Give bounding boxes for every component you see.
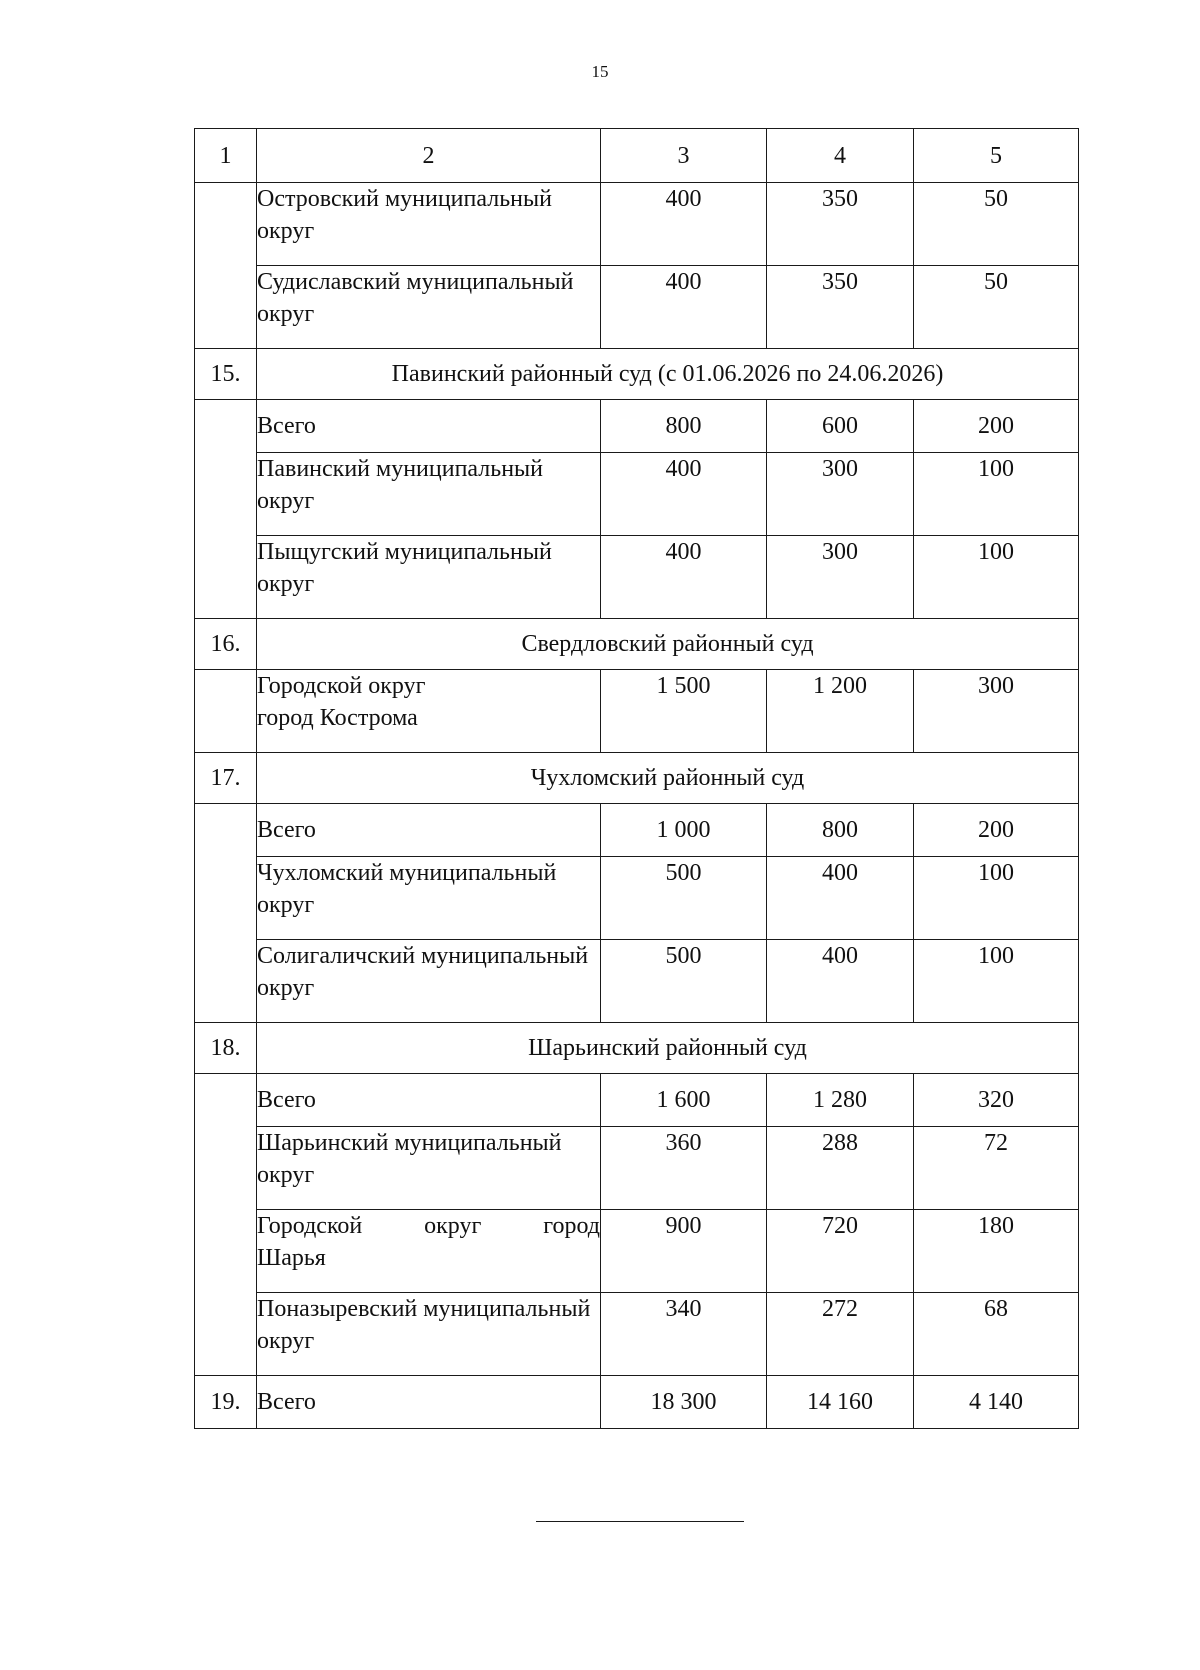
column-number-2: 2 [257, 129, 601, 183]
section-index: 19. [195, 1376, 257, 1429]
court-section-row [195, 349, 1079, 400]
table-row [195, 266, 1079, 349]
row-name: Поназыревский муниципальный округ [257, 1293, 601, 1376]
index-cell-empty [195, 670, 257, 753]
value-col5: 68 [914, 1293, 1079, 1376]
row-name-line-2: город Кострома [257, 705, 418, 731]
value-col3: 500 [601, 940, 767, 1023]
column-number-1: 1 [195, 129, 257, 183]
value-col3: 400 [601, 453, 767, 536]
value-col3: 18 300 [601, 1376, 767, 1429]
value-col3: 800 [601, 400, 767, 453]
closing-divider-line [536, 1521, 744, 1522]
table-row [195, 940, 1079, 1023]
value-col5: 200 [914, 400, 1079, 453]
value-col5: 200 [914, 804, 1079, 857]
value-col3: 900 [601, 1210, 767, 1293]
value-col4: 272 [767, 1293, 914, 1376]
value-col5: 4 140 [914, 1376, 1079, 1429]
value-col5: 50 [914, 266, 1079, 349]
court-title: Чухломский районный суд [257, 753, 1079, 804]
value-col4: 288 [767, 1127, 914, 1210]
value-col5: 100 [914, 536, 1079, 619]
table-row [195, 1074, 1079, 1127]
column-number-4: 4 [767, 129, 914, 183]
row-name: Чухломский муниципальный округ [257, 857, 601, 940]
court-title: Шарьинский районный суд [257, 1023, 1079, 1074]
value-col3: 400 [601, 266, 767, 349]
value-col5: 72 [914, 1127, 1079, 1210]
row-name: Всего [257, 1376, 601, 1429]
value-col5: 300 [914, 670, 1079, 753]
index-cell-empty [195, 804, 257, 1023]
court-title: Павинский районный суд (с 01.06.2026 по 24.06.2026) [257, 349, 1079, 400]
table-row [195, 183, 1079, 266]
value-col4: 400 [767, 857, 914, 940]
section-index: 15. [195, 349, 257, 400]
court-title: Свердловский районный суд [257, 619, 1079, 670]
allocation-table [194, 128, 1079, 1429]
table-row [195, 453, 1079, 536]
table-row [195, 670, 1079, 753]
table-row [195, 1210, 1079, 1293]
value-col3: 1 500 [601, 670, 767, 753]
court-section-row [195, 753, 1079, 804]
row-name: Островский муниципальный округ [257, 183, 601, 266]
table-row [195, 804, 1079, 857]
value-col5: 180 [914, 1210, 1079, 1293]
table-header-row [195, 129, 1079, 183]
row-name-line-2: Шарья [257, 1245, 326, 1271]
value-col3: 1 000 [601, 804, 767, 857]
section-index: 18. [195, 1023, 257, 1074]
value-col3: 400 [601, 183, 767, 266]
section-index: 16. [195, 619, 257, 670]
value-col5: 100 [914, 857, 1079, 940]
value-col4: 14 160 [767, 1376, 914, 1429]
value-col3: 1 600 [601, 1074, 767, 1127]
court-section-row [195, 619, 1079, 670]
value-col3: 500 [601, 857, 767, 940]
row-name-word-2: округ [424, 1213, 482, 1239]
table-row [195, 536, 1079, 619]
value-col4: 600 [767, 400, 914, 453]
value-col4: 350 [767, 266, 914, 349]
row-name: Судиславский муниципальный округ [257, 266, 601, 349]
index-cell-empty [195, 1074, 257, 1376]
page-number: 15 [591, 62, 609, 81]
value-col4: 1 280 [767, 1074, 914, 1127]
column-number-3: 3 [601, 129, 767, 183]
row-name-line-1: Городской округ [257, 673, 426, 699]
row-name-word-1: Городской [257, 1213, 363, 1239]
value-col4: 400 [767, 940, 914, 1023]
row-name-justified-line [257, 1210, 600, 1242]
grand-total-row [195, 1376, 1079, 1429]
value-col5: 320 [914, 1074, 1079, 1127]
index-cell-empty [195, 400, 257, 619]
column-number-5: 5 [914, 129, 1079, 183]
section-index: 17. [195, 753, 257, 804]
row-name-word-3: город [543, 1213, 600, 1239]
row-name [257, 1210, 601, 1293]
row-name: Шарьинский муниципальный округ [257, 1127, 601, 1210]
value-col4: 300 [767, 453, 914, 536]
index-cell-empty [195, 183, 257, 349]
table-row [195, 1293, 1079, 1376]
row-name: Всего [257, 1074, 601, 1127]
value-col3: 340 [601, 1293, 767, 1376]
row-name: Всего [257, 400, 601, 453]
value-col3: 400 [601, 536, 767, 619]
court-section-row [195, 1023, 1079, 1074]
value-col4: 350 [767, 183, 914, 266]
value-col4: 300 [767, 536, 914, 619]
row-name: Павинский муниципальный округ [257, 453, 601, 536]
row-name: Пыщугский муниципальный округ [257, 536, 601, 619]
value-col4: 720 [767, 1210, 914, 1293]
table-row [195, 857, 1079, 940]
table-row [195, 400, 1079, 453]
value-col3: 360 [601, 1127, 767, 1210]
value-col4: 1 200 [767, 670, 914, 753]
value-col5: 100 [914, 453, 1079, 536]
value-col4: 800 [767, 804, 914, 857]
row-name [257, 670, 601, 753]
row-name: Всего [257, 804, 601, 857]
table-row [195, 1127, 1079, 1210]
value-col5: 50 [914, 183, 1079, 266]
value-col5: 100 [914, 940, 1079, 1023]
row-name: Солигаличский муниципальный округ [257, 940, 601, 1023]
